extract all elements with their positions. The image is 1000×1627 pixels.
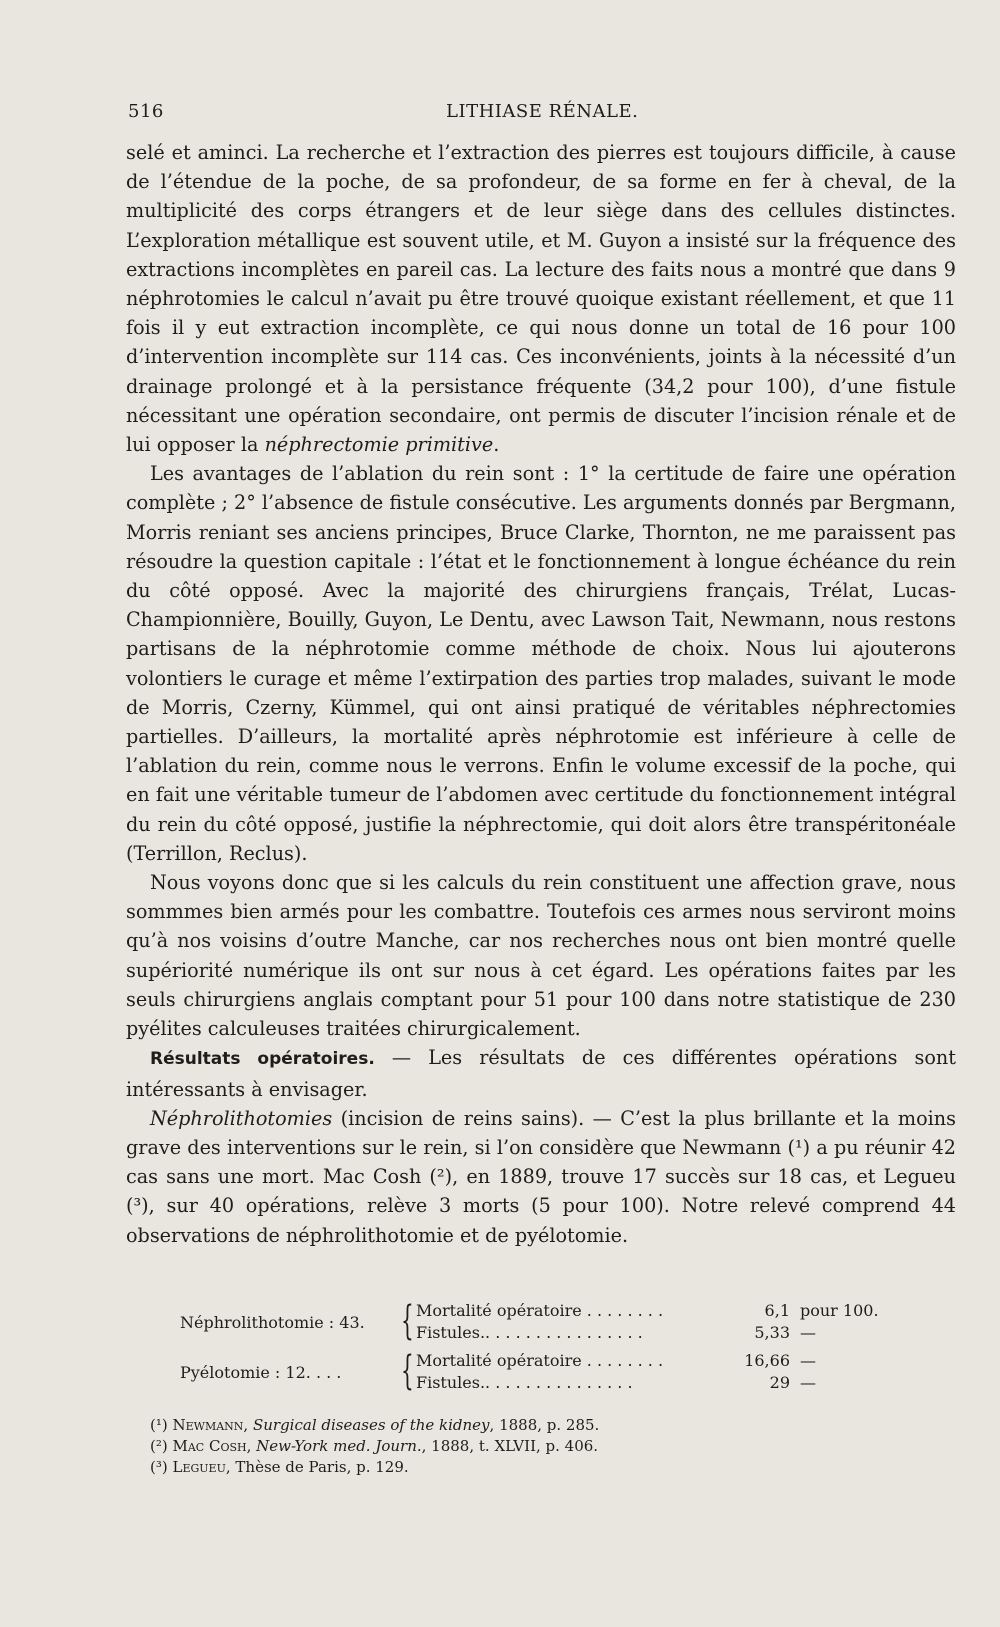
- page-number: 516: [128, 101, 164, 122]
- paragraph-p1: [126, 138, 956, 459]
- row-unit: —: [800, 1323, 816, 1342]
- row-value: 16,66: [744, 1351, 790, 1370]
- text-run: Les avantages de l’ablation du rein sont : 1° la certitude de faire une opération complète ; 2° l’absence de fistule consécutive. Les arguments donnés par Bergmann, Morris reniant ses anciens principes, Bruce Clarke, Thornton, ne me paraissent pas résoudre la question capitale : l’état et le fonctionnement à longue échéance du rein du côté opposé. Avec la majorité des chirurgiens français, Trélat, Lucas-Championnière, Bouilly, Guyon, Le Dentu, avec Lawson Tait, Newmann, nous restons partisans de la néphrotomie comme méthode de choix. Nous lui ajouterons volontiers le curage et même l’extirpation des parties trop malades, suivant le mode de Morris, Czerny, Kümmel, qui ont ainsi pratiqué de véritables néphrectomies partielles. D’ailleurs, la mortalité après néphrotomie est inférieure à celle de l’ablation du rein, comme nous le verrons. Enfin le volume excessif de la poche, qui en fait une véritable tumeur de l’abdomen avec certitude du fonctionnement intégral du rein du côté opposé, justifie la néphrectomie, qui doit alors être transpéritonéale (Terrillon, Reclus).: [126, 462, 956, 865]
- body-text: [126, 138, 956, 1250]
- table-row: [180, 1300, 920, 1346]
- text-run: Nous voyons donc que si les calculs du rein constituent une affection grave, nous sommmes bien armés pour les combattre. Toutefois ces armes nous serviront moins qu’à nos voisins d’outre Manche, car nos recherches nous ont bien montré quelle supériorité numérique ils ont sur nous à cet égard. Les opérations faites par les seuls chirurgiens anglais comptant pour 51 pour 100 dans notre statistique de 230 pyélites calculeuses traitées chirurgicalement.: [126, 871, 956, 1041]
- section-heading: Résultats opératoires.: [150, 1049, 375, 1070]
- row-item: Fistules.. . . . . . . . . . . . . . .: [416, 1373, 633, 1392]
- footnote-separator: ,: [225, 1458, 236, 1476]
- row-unit: pour 100.: [800, 1301, 879, 1320]
- footnote-reference: , 1888, p. 285.: [489, 1416, 600, 1434]
- text-run: — Les résultats de ces différentes opérations sont intéressants à envisager.: [126, 1046, 956, 1101]
- row-item: Mortalité opératoire . . . . . . . .: [416, 1301, 664, 1320]
- row-value: 29: [769, 1373, 790, 1392]
- row-item: Fistules.. . . . . . . . . . . . . . . .: [416, 1323, 643, 1342]
- paragraph-p3: [126, 868, 956, 1043]
- footnote-separator: ,: [246, 1437, 257, 1455]
- footnote-mark: (³): [150, 1458, 173, 1476]
- brace-glyph: {: [401, 1348, 414, 1394]
- row-unit: —: [800, 1373, 816, 1392]
- row-value: 6,1: [764, 1301, 790, 1320]
- paragraph-p4: [126, 1043, 956, 1103]
- brace-glyph: {: [401, 1298, 414, 1344]
- footnote-author: Mac Cosh: [172, 1437, 247, 1455]
- row-label: Pyélotomie : 12. . . .: [180, 1363, 342, 1382]
- footnote: [150, 1415, 910, 1436]
- footnote-mark: (¹): [150, 1416, 173, 1434]
- row-label: Néphrolithotomie : 43.: [180, 1313, 365, 1332]
- results-table: [180, 1300, 920, 1400]
- footnote-reference: Thèse de Paris, p. 129.: [235, 1458, 409, 1476]
- row-unit: —: [800, 1351, 816, 1370]
- footnote-reference: , 1888, t. XLVII, p. 406.: [421, 1437, 599, 1455]
- row-value: 5,33: [754, 1323, 790, 1342]
- paragraph-p2: [126, 459, 956, 868]
- table-row: [180, 1350, 920, 1396]
- footnote-mark: (²): [150, 1437, 173, 1455]
- footnote-title: Surgical diseases of the kidney: [252, 1416, 490, 1434]
- footnote: [150, 1436, 910, 1457]
- italic-text: néphrectomie primitive: [264, 433, 494, 457]
- italic-text: Néphrolithotomies: [150, 1106, 333, 1130]
- text-run: (incision de reins sains). — C’est la plus brillante et la moins grave des interventions sur le rein, si l’on considère que Newmann (¹) a pu réunir 42 cas sans une mort. Mac Cosh (²), en 1889, trouve 17 succès sur 18 cas, et Legueu (³), sur 40 opérations, relève 3 morts (5 pour 100). Notre relevé comprend 44 observations de néphrolithotomie et de pyélotomie.: [126, 1106, 956, 1247]
- row-item: Mortalité opératoire . . . . . . . .: [416, 1351, 664, 1370]
- text-run: .: [493, 433, 500, 457]
- footnotes: [150, 1415, 910, 1478]
- paragraph-p5: [126, 1104, 956, 1250]
- footnote: [150, 1457, 910, 1478]
- running-header: [128, 101, 956, 131]
- footnote-separator: ,: [243, 1416, 253, 1434]
- running-title: LITHIASE RÉNALE.: [446, 101, 639, 122]
- footnote-author: Legueu: [172, 1458, 226, 1476]
- footnote-title: New-York med. Journ.: [256, 1437, 422, 1455]
- footnote-author: Newmann: [172, 1416, 244, 1434]
- text-run: selé et aminci. La recherche et l’extraction des pierres est toujours difficile, à cause de l’étendue de la poche, de sa profondeur, de sa forme en fer à cheval, de la multiplicité des corps étrangers et de leur siège dans des cellules distinctes. L’exploration métallique est souvent utile, et M. Guyon a insisté sur la fréquence des extractions incomplètes en pareil cas. La lecture des faits nous a montré que dans 9 néphrotomies le calcul n’avait pu être trouvé quoique existant réellement, et que 11 fois il y eut extraction incomplète, ce qui nous donne un total de 16 pour 100 d’intervention incomplète sur 114 cas. Ces inconvénients, joints à la nécessité d’un drainage prolongé et à la persistance fréquente (34,2 pour 100), d’une fistule nécessitant une opération secondaire, ont permis de discuter l’incision rénale et de lui opposer la: [126, 141, 956, 457]
